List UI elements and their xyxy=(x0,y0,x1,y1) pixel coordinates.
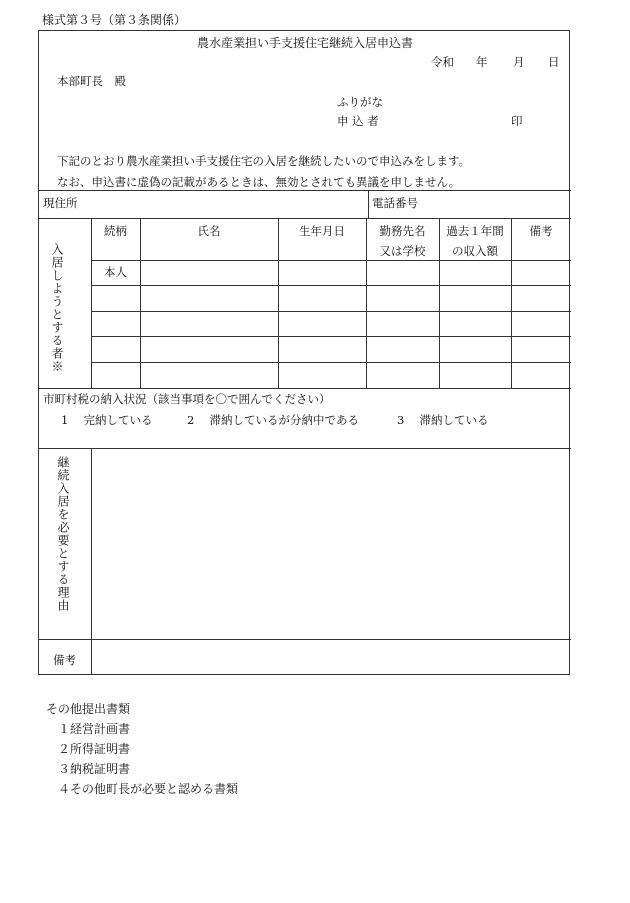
divider xyxy=(91,336,571,337)
statement-line-2: なお、申込書に虚偽の記載があるときは、無効とされても異議を申しません。 xyxy=(57,175,461,189)
col-relation: 続柄 xyxy=(104,224,127,238)
divider xyxy=(91,362,571,363)
other-doc-item: ２所得証明書 xyxy=(58,742,131,756)
divider xyxy=(91,448,92,675)
other-docs-heading: その他提出書類 xyxy=(46,702,131,716)
reason-label: 継続入居を必要とする理由 xyxy=(56,456,70,612)
other-doc-item: ３納税証明書 xyxy=(58,762,131,776)
form-title: 農水産業担い手支援住宅継続入居申込書 xyxy=(196,36,413,50)
phone-label: 電話番号 xyxy=(372,196,418,210)
row-self-relation: 本人 xyxy=(104,265,127,279)
applicant-label: 申 込 者 xyxy=(337,114,379,128)
divider xyxy=(39,190,571,191)
col-income-line1: 過去１年間 xyxy=(446,224,504,238)
divider xyxy=(39,448,571,449)
tax-option-2: 2 滞納しているが分納中である xyxy=(187,413,359,427)
divider xyxy=(39,639,571,640)
tax-option-1: 1 完納している xyxy=(61,413,153,427)
remarks-label: 備考 xyxy=(53,653,76,667)
col-workplace-line2: 又は学校 xyxy=(379,244,426,258)
col-remarks: 備考 xyxy=(529,224,553,238)
divider xyxy=(39,388,571,389)
divider xyxy=(39,218,571,219)
date-year: 年 xyxy=(476,55,488,69)
statement-line-1: 下記のとおり農水産業担い手支援住宅の入居を継続したいので申込みをします。 xyxy=(57,154,471,168)
furigana-label: ふりがな xyxy=(337,95,383,109)
tax-status-label: 市町村税の納入状況（該当事項を〇で囲んでください） xyxy=(43,392,331,406)
divider xyxy=(91,311,571,312)
other-doc-item: １経営計画書 xyxy=(58,722,131,736)
col-birthdate: 生年月日 xyxy=(299,224,345,238)
tax-option-3: 3 滞納している xyxy=(397,413,489,427)
col-name: 氏名 xyxy=(197,224,221,238)
other-doc-item: ４その他町長が必要と認める書類 xyxy=(58,782,239,796)
divider xyxy=(368,190,369,218)
divider xyxy=(91,285,571,286)
col-workplace-line1: 勤務先名 xyxy=(379,224,426,238)
divider xyxy=(91,260,571,261)
date-day: 日 xyxy=(548,55,560,69)
date-era: 令和 xyxy=(431,55,454,69)
col-income-line2: の収入額 xyxy=(452,244,498,258)
form-number: 様式第３号（第３条関係） xyxy=(42,13,187,27)
address-label: 現住所 xyxy=(43,196,78,210)
application-form-frame xyxy=(38,30,570,675)
occupants-side-label: 入居しようとする者※ xyxy=(50,243,64,373)
seal-mark: 印 xyxy=(511,114,523,128)
date-month: 月 xyxy=(513,55,525,69)
addressee: 本部町長 殿 xyxy=(57,74,126,88)
